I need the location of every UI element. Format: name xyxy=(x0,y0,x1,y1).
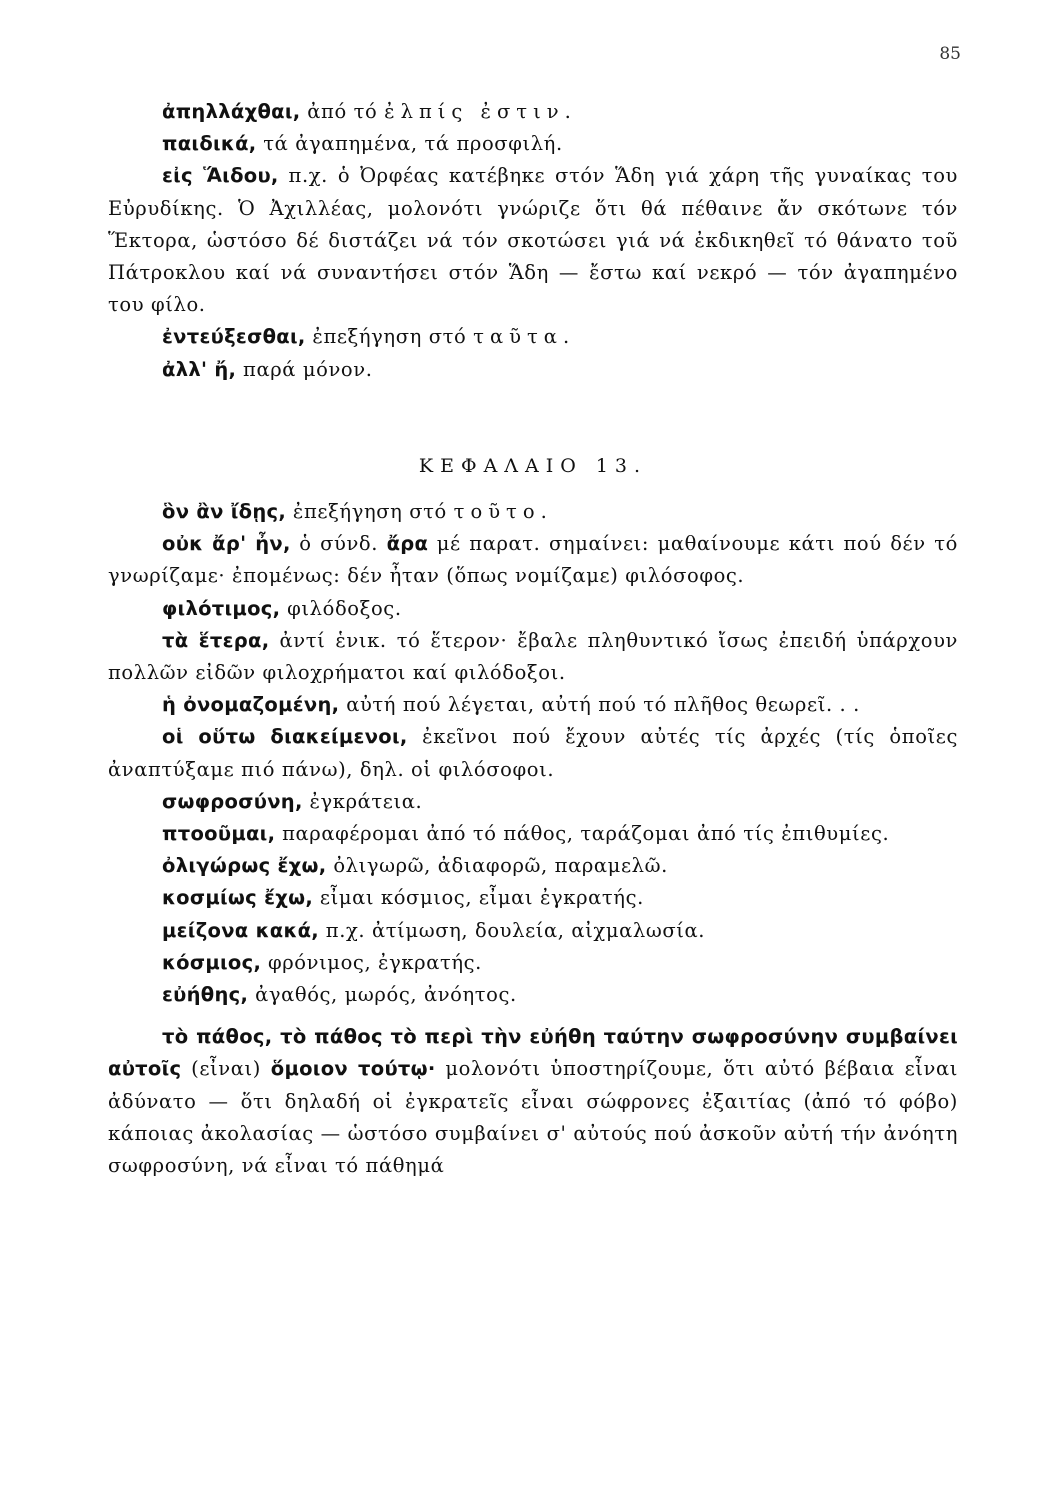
gloss: φιλόδοξος. xyxy=(280,596,402,620)
entry-onomazomene xyxy=(108,689,958,721)
lemma: οὐκ ἄρ' ἦν, xyxy=(162,532,291,556)
lemma: τὸ πάθος, τὸ πάθος τὸ περὶ τὴν εὐήθη ταύτην σωφροσύνην συμβαίνει αὐτοῖς xyxy=(108,1025,958,1081)
lemma: παιδικά, xyxy=(162,132,257,156)
entry-sophrosyne xyxy=(108,786,958,818)
gloss: ἐπεξήγηση στό xyxy=(305,325,474,349)
gloss: ὀλιγωρῶ, ἀδιαφορῶ, παραμελῶ. xyxy=(326,854,668,878)
entry-kosmios-echo xyxy=(108,882,958,914)
entry-ouk-ar-en xyxy=(108,528,958,592)
lemma: εἰς Ἅιδου, xyxy=(162,164,279,188)
gloss: ἀπό τό xyxy=(300,100,385,123)
spaced-citation: ταῦτα xyxy=(473,325,563,349)
entry-philotimos xyxy=(108,593,958,625)
lemma: τὰ ἕτερα, xyxy=(162,628,270,652)
gloss-tail: . xyxy=(564,100,572,123)
entry-oligoros-echo xyxy=(108,850,958,882)
spacer xyxy=(108,1011,958,1021)
gloss-continued: μέ παρατ. σημαίνει: μαθαίνουμε κάτι πού δέν τό γνωρίζαμε· ἐπομένως: δέν ἦταν (ὅπως νομίζαμε) φιλόσοφος. xyxy=(108,532,958,588)
gloss: ἐκεῖνοι πού ἔχουν αὐτές τίς ἀρχές (τίς ὁποῖες ἀναπτύξαμε πιό πάνω), δηλ. οἱ φιλόσοφοι. xyxy=(108,725,958,781)
gloss: π.χ. ὁ Ὀρφέας κατέβηκε στόν Ἅδη γιά χάρη τῆς γυναίκας του Εὐρυδίκης. Ὁ Ἀχιλλέας, μολονότι γνώριζε ὅτι θά πέθαινε ἄν σκότωνε τόν Ἕκτορα, ὡστόσο δέ διστάζει νά τόν σκοτώσει γιά νά ἐκδικηθεῖ τό θάνατο τοῦ Πάτροκλου καί νά συναντήσει στόν Ἅδη — ἔστω καί νεκρό — τόν ἀγαπημένο του φίλο. xyxy=(108,164,958,317)
lemma: εὐήθης, xyxy=(162,983,249,1007)
spaced-citation: τοῦτο xyxy=(453,500,541,524)
gloss: ὁ σύνδ. xyxy=(290,532,387,556)
entry-euethes xyxy=(108,979,958,1011)
parenthetical: (εἶναι) xyxy=(181,1057,271,1081)
lemma: σωφροσύνη, xyxy=(162,789,303,813)
entry-to-pathos xyxy=(108,1021,958,1182)
entry-all-e xyxy=(108,354,958,386)
entry-hon-an-ides xyxy=(108,496,958,528)
entry-meizona-kaka xyxy=(108,915,958,947)
lemma: ὀλιγώρως ἔχω, xyxy=(162,854,327,878)
entry-ta-hetera xyxy=(108,625,958,689)
page-number: 85 xyxy=(939,44,961,64)
entry-kosmios xyxy=(108,947,958,979)
lemma: πτοοῦμαι, xyxy=(162,822,276,846)
lemma: κοσμίως ἔχω, xyxy=(162,886,314,910)
gloss: τά ἀγαπημένα, τά προσφιλή. xyxy=(256,132,563,156)
lemma-inline: ὅμοιον τούτῳ· xyxy=(270,1057,436,1081)
gloss: ἀγαθός, μωρός, ἀνόητος. xyxy=(248,983,517,1007)
gloss: π.χ. ἀτίμωση, δουλεία, αἰχμαλωσία. xyxy=(319,918,706,942)
entry-eis-aidou xyxy=(108,160,958,321)
entry-enteuxesthai xyxy=(108,321,958,353)
lemma: μείζονα κακά, xyxy=(162,918,319,942)
lemma: ἐντεύξεσθαι, xyxy=(162,325,306,349)
lemma: φιλότιμος, xyxy=(162,596,281,620)
gloss: αὐτή πού λέγεται, αὐτή πού τό πλῆθος θεωρεῖ. . . xyxy=(339,693,860,717)
lemma: ἀπηλλάχθαι, xyxy=(162,100,301,123)
gloss: ἐπεξήγηση στό xyxy=(286,500,454,524)
lemma: ἀλλ' ἤ, xyxy=(162,357,237,381)
gloss: φρόνιμος, ἐγκρατής. xyxy=(261,950,482,974)
lemma: ἡ ὀνομαζομένη, xyxy=(162,693,340,717)
entry-ptooumai xyxy=(108,818,958,850)
lemma: κόσμιος, xyxy=(162,950,262,974)
gloss: μολονότι ὑποστηρίζουμε, ὅτι αὐτό βέβαια εἶναι ἀδύνατο — ὅτι δηλαδή οἱ ἐγκρατεῖς εἶναι σώφρονες ἐξαιτίας (ἀπό τό φόβο) κάποιας ἀκολασίας — ὡστόσο συμβαίνει σ' αὐτούς πού ἀσκοῦν αὐτή τήν ἀνόητη σωφροσύνη, νά εἶναι τό πάθημά xyxy=(108,1057,958,1178)
gloss-tail: . xyxy=(540,500,548,524)
gloss: παραφέρομαι ἀπό τό πάθος, ταράζομαι ἀπό τίς ἐπιθυμίες. xyxy=(275,822,890,846)
gloss-tail: . xyxy=(562,325,570,349)
entry-apellachthai xyxy=(108,96,958,128)
lemma-inline: ἄρα xyxy=(386,532,429,556)
spaced-citation: ἐλπίς ἐστιν xyxy=(384,100,565,123)
lemma: οἱ οὕτω διακείμενοι, xyxy=(162,725,408,749)
entry-paidika xyxy=(108,128,958,160)
lemma: ὃν ἂν ἴδῃς, xyxy=(162,500,287,524)
chapter-heading: ΚΕΦΑΛΑΙΟ 13. xyxy=(418,454,648,477)
entry-houto-diakeimenoi xyxy=(108,721,958,785)
gloss: ἀντί ἑνικ. τό ἕτερον· ἔβαλε πληθυντικό ἴσως ἐπειδή ὑπάρχουν πολλῶν εἰδῶν φιλοχρήματοι καί φιλόδοξοι. xyxy=(108,628,958,685)
gloss: παρά μόνον. xyxy=(236,357,373,381)
gloss: εἶμαι κόσμιος, εἶμαι ἐγκρατής. xyxy=(313,886,644,910)
gloss: ἐγκράτεια. xyxy=(302,789,423,813)
page-body xyxy=(108,96,958,1182)
